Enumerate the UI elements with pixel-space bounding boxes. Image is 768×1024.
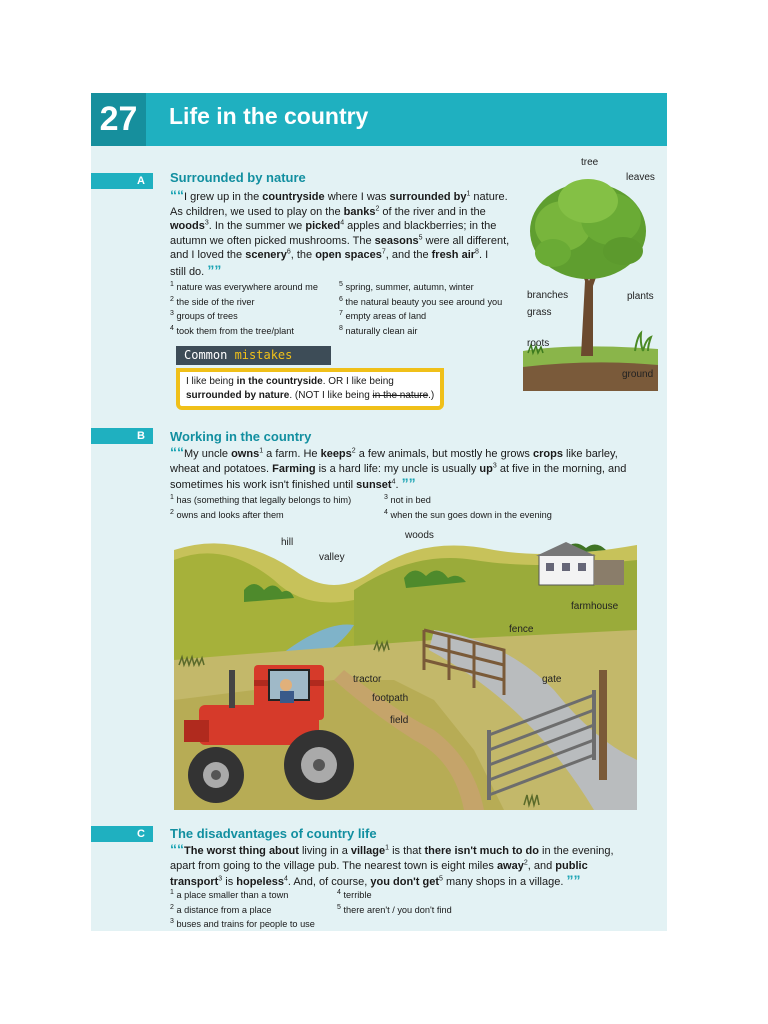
label-branches: branches	[527, 290, 569, 301]
section-c-tab: C	[91, 826, 153, 842]
label-ground: ground	[622, 369, 654, 380]
label-hill: hill	[281, 537, 294, 548]
page	[91, 93, 667, 931]
section-b-paragraph: ““My uncle owns$^1$ a farm. He keeps$^2$ a few animals, but mostly he grows crops like barley, wheat and potatoes. Farming is a hard life: my uncle is usually $up^3$ at five in the morning, and sometimes his work isn't finished until sunset$^4$. ””	[170, 444, 627, 492]
farm-scene-illustration	[174, 530, 637, 810]
section-b-footnotes-right: $^3$ not in bed $^4$ when the sun goes down in the evening	[384, 493, 552, 520]
section-a-tab: A	[91, 173, 153, 189]
section-a-title: Surrounded by nature	[170, 170, 306, 185]
section-c-footnotes-left: $^1$ a place smaller than a town $^2$ a distance from a place $^3$ buses and trains for people to use	[170, 888, 315, 930]
label-roots: roots	[527, 338, 550, 349]
section-b-footnotes-left: $^1$ has (something that legally belongs to him) $^2$ owns and looks after them	[170, 493, 352, 520]
label-fence: fence	[509, 624, 534, 635]
tree-illustration	[523, 171, 658, 391]
label-plants: plants	[627, 291, 654, 302]
label-farmhouse: farmhouse	[571, 601, 619, 612]
section-b-title: Working in the country	[170, 429, 312, 444]
label-grass: grass	[527, 307, 552, 318]
unit-number: 27	[91, 93, 146, 146]
section-a-footnotes-right: $^5$ spring, summer, autumn, winter $^6$ the natural beauty you see around you $^7$ empty areas of land $^8$ naturally clean air	[339, 280, 503, 336]
section-b-tab: B	[91, 428, 153, 444]
section-c-title: The disadvantages of country life	[170, 826, 377, 841]
section-a-footnotes-left: $^1$ nature was everywhere around me $^2$ the side of the river $^3$ groups of trees $^4$ took them from the tree/plant	[170, 280, 318, 336]
label-footpath: footpath	[372, 693, 409, 704]
unit-header	[91, 93, 667, 146]
common-mistakes-label: Common mistakes	[176, 346, 331, 365]
label-leaves: leaves	[626, 172, 655, 183]
common-mistakes-box: I like being in the countryside. OR I like being surrounded by nature. (NOT I like being in the nature.)	[176, 368, 444, 410]
unit-title: Life in the country	[169, 103, 369, 129]
label-woods: woods	[405, 530, 434, 541]
label-tree: tree	[581, 157, 599, 168]
label-field: field	[390, 715, 409, 726]
section-c-paragraph: ““The worst thing about living in a village$^1$ is that there isn't much to do in the evening, apart from going to the village pub. The nearest town is eight miles away$^2$, and public transport$^3$ is hopeless$^4$. And, of course, you don't get$^5$ many shops in a village. ””	[170, 841, 614, 889]
section-c-footnotes-right: $^4$ terrible $^5$ there aren't / you don't find	[337, 888, 452, 915]
label-valley: valley	[319, 552, 345, 563]
label-gate: gate	[542, 674, 562, 685]
label-tractor: tractor	[353, 674, 382, 685]
section-a-paragraph: ““I grew up in the countryside where I was surrounded $by^1$ nature. As children, we used to play on the banks$^2$ of the river and in the woods$^3$. In the summer we picked$^4$ apples and blackberries; in the autumn we often picked mushrooms. The seasons$^5$ were all different, and I loved the scenery$^6$, the open spaces$^7$, and the fresh air$^8$. I still do. ””	[170, 187, 510, 278]
